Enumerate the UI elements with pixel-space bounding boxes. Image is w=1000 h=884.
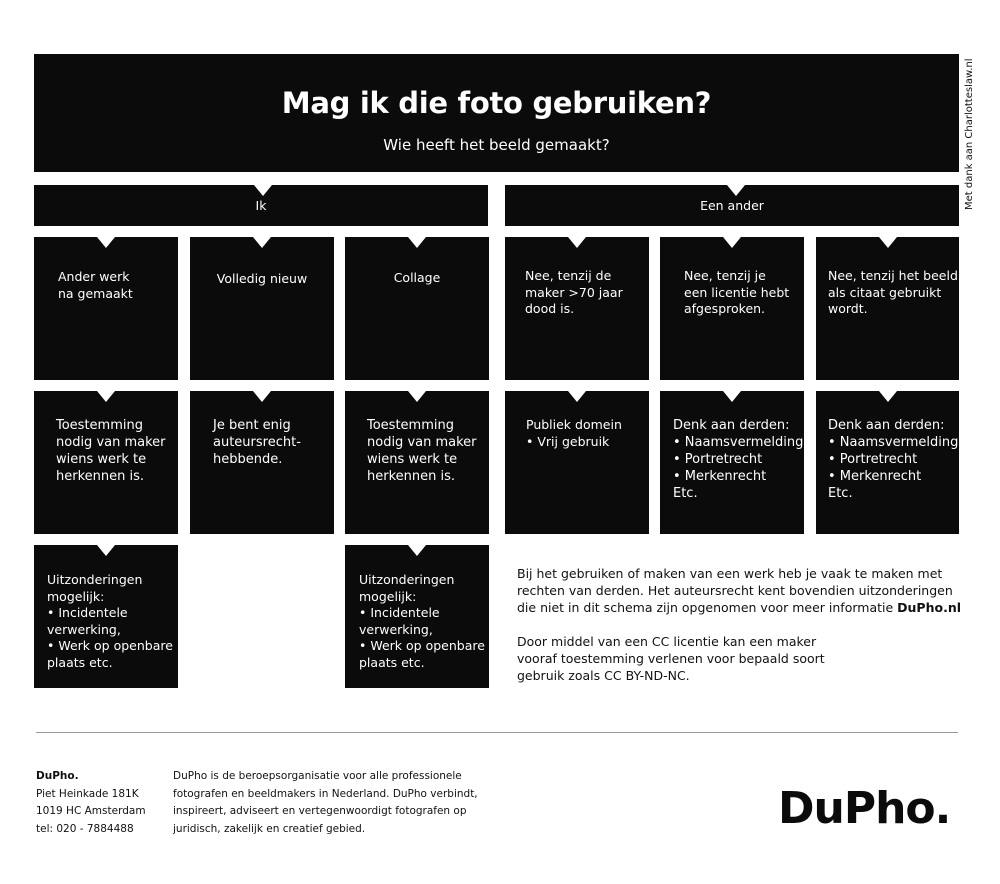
node-publiek-domein xyxy=(505,391,649,534)
node-enig-text: Je bent enig auteursrecht- hebbende. xyxy=(213,418,301,467)
node-volledig-nieuw-text: Volledig nieuw xyxy=(216,271,308,286)
branch-ik xyxy=(34,185,488,226)
node-uitzondering-2-text: Uitzonderingen mogelijk: • Incidentele verwerking, • Werk op openbare plaats etc. xyxy=(359,572,485,670)
info-text: die niet in dit schema zijn opgenomen voor meer informatie xyxy=(517,599,898,615)
footer-description xyxy=(173,768,478,838)
footer-city: 1019 HC Amsterdam xyxy=(36,805,146,817)
node-nee-licentie-text: Nee, tenzij je een licentie hebt afgesproken. xyxy=(684,268,790,316)
node-nee-citaat-text: Nee, tenzij het beeld als citaat gebruikt wordt. xyxy=(828,268,958,316)
info-line: vooraf toestemming verlenen voor bepaald soort xyxy=(517,650,825,666)
node-nee-citaat xyxy=(816,237,959,380)
node-ander-werk-text: Ander werk na gemaakt xyxy=(58,269,133,301)
info-line: Door middel van een CC licentie kan een maker xyxy=(517,634,817,649)
node-toestemming-2 xyxy=(345,391,489,534)
side-credit: Met dank aan Charlotteslaw.nl xyxy=(964,58,975,210)
info-line: Bij het gebruiken of maken van een werk heb je vaak te maken met xyxy=(517,566,943,581)
branch-een-ander-label: Een ander xyxy=(700,198,764,213)
node-nee-70-text: Nee, tenzij de maker >70 jaar dood is. xyxy=(525,268,623,316)
node-derden-1-text: Denk aan derden: • Naamsvermelding • Portretrecht • Merkenrecht Etc. xyxy=(673,418,804,501)
footer-address xyxy=(36,768,146,838)
node-ander-werk xyxy=(34,237,178,380)
page-subtitle: Wie heeft het beeld gemaakt? xyxy=(383,136,610,154)
node-toestemming-1-text: Toestemming nodig van maker wiens werk te herkennen is. xyxy=(56,418,166,484)
node-derden-2-text: Denk aan derden: • Naamsvermelding • Portretrecht • Merkenrecht Etc. xyxy=(828,418,959,501)
footer-desc-line: juridisch, zakelijk en creatief gebied. xyxy=(173,822,366,835)
footer-desc-line: inspireert, adviseert en vertegenwoordigt fotografen op xyxy=(173,805,467,817)
node-nee-licentie xyxy=(660,237,804,380)
header-block xyxy=(34,54,959,172)
footer-tel: tel: 020 - 7884488 xyxy=(36,822,134,835)
node-uitzondering-1-text: Uitzonderingen mogelijk: • Incidentele verwerking, • Werk op openbare plaats etc. xyxy=(47,572,173,670)
info-line: gebruik zoals CC BY-ND-NC. xyxy=(517,667,690,683)
footer-street: Piet Heinkade 181K xyxy=(36,787,139,800)
node-uitzondering-2 xyxy=(345,545,489,688)
dupho-link[interactable]: DuPho.nl xyxy=(897,599,962,615)
footer-org-name: DuPho. xyxy=(36,770,79,782)
branch-ik-label: Ik xyxy=(255,198,267,213)
node-derden-1 xyxy=(660,391,804,534)
footer-desc-line: DuPho is de beroepsorganisatie voor alle professionele xyxy=(173,770,462,782)
footer-desc-line: fotografen en beeldmakers in Nederland. DuPho verbindt, xyxy=(173,787,478,800)
page-title: Mag ik die foto gebruiken? xyxy=(281,86,712,120)
node-enig xyxy=(190,391,334,534)
node-toestemming-2-text: Toestemming nodig van maker wiens werk te herkennen is. xyxy=(367,418,477,484)
node-collage-text: Collage xyxy=(393,270,441,285)
info-paragraph-1 xyxy=(517,566,961,616)
node-derden-2 xyxy=(816,391,959,534)
node-nee-70 xyxy=(505,237,649,380)
dupho-logo: DuPho. xyxy=(778,783,951,834)
node-uitzondering-1 xyxy=(34,545,178,688)
node-publiek-domein-text: Publiek domein • Vrij gebruik xyxy=(526,417,622,449)
footer-divider xyxy=(36,732,958,733)
info-line xyxy=(517,600,961,617)
branch-een-ander xyxy=(505,185,959,226)
info-paragraph-2 xyxy=(517,634,825,684)
node-volledig-nieuw xyxy=(190,237,334,380)
node-toestemming-1 xyxy=(34,391,178,534)
node-collage xyxy=(345,237,489,380)
info-line: rechten van derden. Het auteursrecht kent bovendien uitzonderingen xyxy=(517,582,953,598)
